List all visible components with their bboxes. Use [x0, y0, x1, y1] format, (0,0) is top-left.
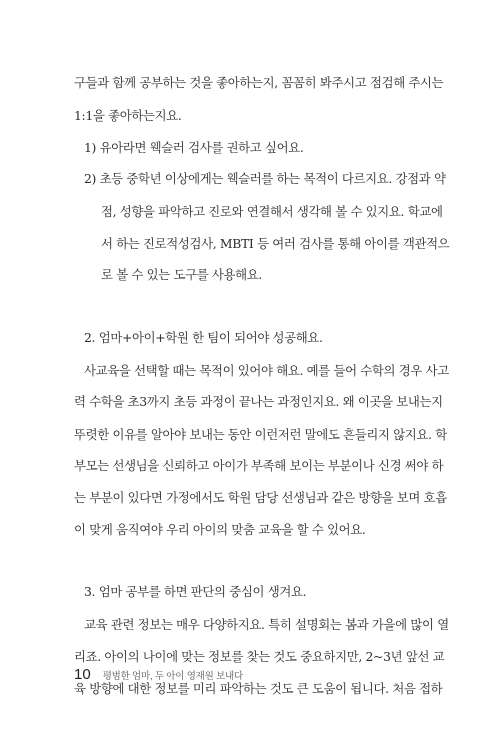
body-line: 사교육을 선택할 때는 목적이 있어야 해요. 예를 들어 수학의 경우 사고	[84, 363, 449, 378]
section-heading: 2. 엄마+아이+학원 한 팀이 되어야 성공해요.	[84, 330, 323, 345]
list-item-continuation: 점, 성향을 파악하고 진로와 연결해서 생각해 볼 수 있지요. 학교에	[101, 204, 443, 219]
body-line: 이 맞게 움직여야 우리 아이의 맞춤 교육을 할 수 있어요.	[74, 522, 366, 537]
body-line: 는 부분이 있다면 가정에서도 학원 담당 선생님과 같은 방향을 보며 호흡	[74, 490, 447, 505]
body-line: 1:1을 좋아하는지요.	[74, 108, 182, 123]
page-number: 10	[74, 666, 91, 683]
body-line: 력 수학을 초3까지 초등 과정이 끝나는 과정인지요. 왜 이곳을 보내는지	[74, 394, 443, 409]
list-item: 1) 유아라면 웩슬러 검사를 권하고 싶어요.	[84, 140, 304, 155]
body-line: 뚜렷한 이유를 알아야 보내는 동안 이런저런 말에도 흔들리지 않지요. 학	[74, 427, 447, 442]
section-heading: 3. 엄마 공부를 하면 판단의 중심이 생겨요.	[84, 584, 307, 599]
list-item-continuation: 서 하는 진로적성검사, MBTI 등 여러 검사를 통해 아이를 객관적으	[101, 236, 450, 251]
body-line: 육 방향에 대한 정보를 미리 파악하는 것도 큰 도움이 됩니다. 처음 접하	[74, 681, 443, 696]
body-line: 리죠. 아이의 나이에 맞는 정보를 찾는 것도 중요하지만, 2~3년 앞선 교	[74, 649, 445, 664]
body-line: 교육 관련 정보는 매우 다양하지요. 특히 설명회는 봄과 가을에 많이 열	[84, 617, 449, 632]
page-footer	[74, 666, 243, 683]
list-item: 2) 초등 중학년 이상에게는 웩슬러를 하는 목적이 다르지요. 강점과 약	[84, 171, 446, 186]
body-line: 부모는 선생님을 신뢰하고 아이가 부족해 보이는 부분이나 신경 써야 하	[74, 458, 444, 473]
list-item-continuation: 로 볼 수 있는 도구를 사용해요.	[101, 267, 262, 282]
body-line: 구들과 함께 공부하는 것을 좋아하는지, 꼼꼼히 봐주시고 점검해 주시는	[74, 75, 444, 90]
book-title: 평범한 엄마, 두 아이 영재원 보내다	[102, 671, 244, 682]
